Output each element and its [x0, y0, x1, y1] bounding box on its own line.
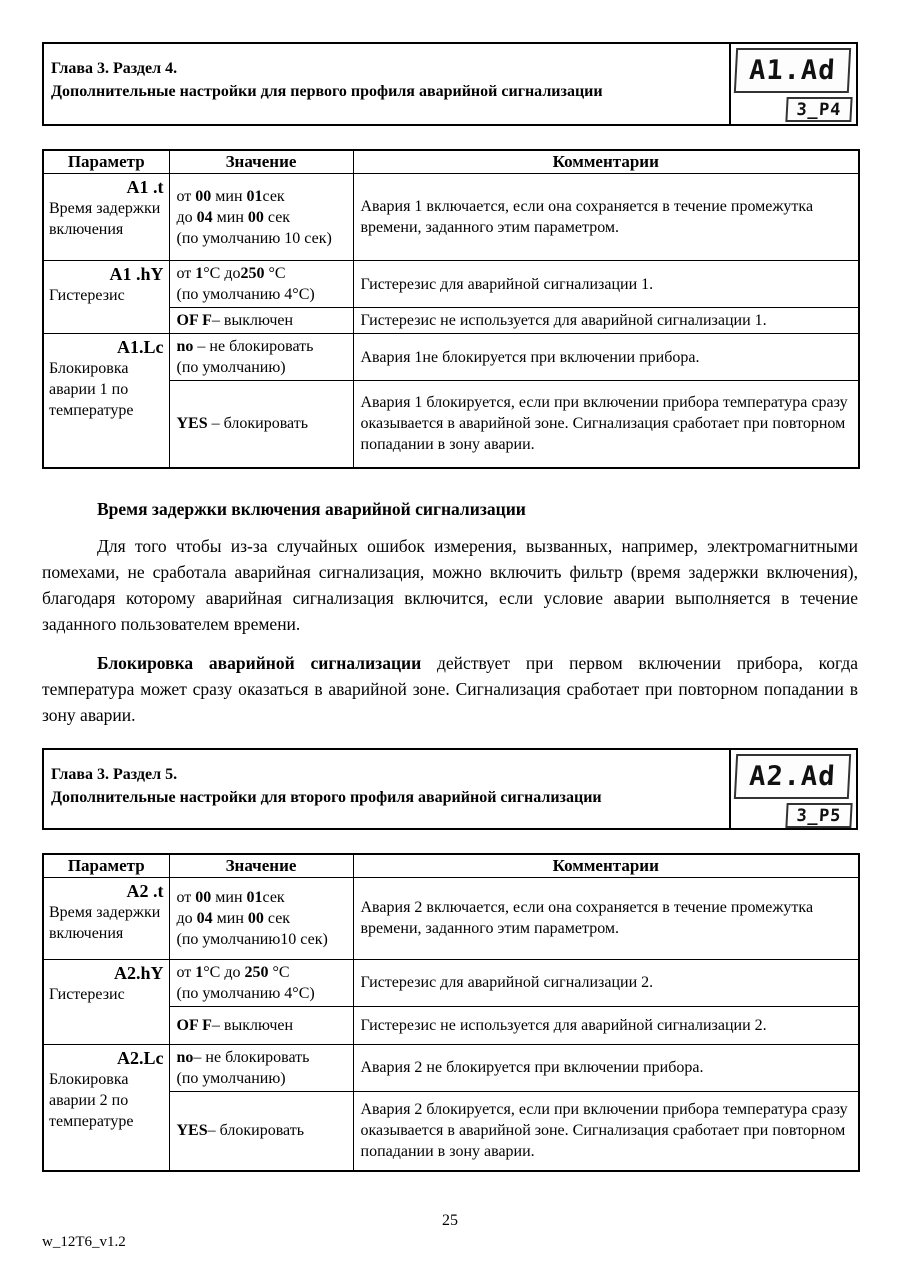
parameter-code: A2 .t	[126, 880, 164, 901]
value-line: до 04 мин 00 сек	[176, 909, 291, 927]
comment-cell: Гистерезис не используется для аварийной сигнализации 1.	[353, 308, 859, 334]
comment-cell: Авария 1 блокируется, если при включении прибора температура сразу оказывается в аварийной зоне. Сигнализация сработает при повторном попадании в зону аварии.	[353, 381, 859, 468]
section5-header-box	[42, 748, 858, 830]
value-line: OF F– выключен	[176, 312, 294, 329]
table-row	[43, 1044, 859, 1091]
value-line: OF F– выключен	[176, 1016, 294, 1034]
section4-title-line1: Глава 3. Раздел 4.	[51, 60, 178, 77]
comment-cell: Авария 2 блокируется, если при включении прибора температура сразу оказывается в аварийной зоне. Сигнализация сработает при повторном попадании в зону аварии.	[353, 1091, 859, 1171]
value-line: no – не блокировать	[176, 338, 314, 355]
section5-device-display	[729, 750, 856, 828]
value-line: от 00 мин 01сек	[176, 187, 285, 205]
table-row	[43, 959, 859, 1006]
section4-header-box	[42, 42, 858, 126]
paragraph-delay-explanation: Для того чтобы из-за случайных ошибок измерения, вызванных, например, электромагнитными помехами, не сработала аварийная сигнализация, можно включить фильтр (время задержки включения), благодаря которому аварийная сигнализация включится, если условие аварии выполняется в течение заданного пользователем времени.	[42, 535, 858, 634]
parameter-description: Время задержки включения	[49, 903, 161, 942]
parameter-description: Гистерезис	[49, 287, 125, 304]
value-line: YES– блокировать	[176, 1122, 305, 1140]
alarm1-settings-table	[42, 149, 860, 469]
comment-cell: Авария 1не блокируется при включении прибора.	[353, 334, 859, 381]
section4-title-line2: Дополнительные настройки для первого профиля аварийной сигнализации	[51, 83, 603, 100]
parameter-cell-a2lc	[43, 1044, 169, 1171]
column-header-value: Значение	[169, 854, 353, 878]
comment-cell: Авария 2 не блокируется при включении прибора.	[353, 1044, 859, 1091]
value-line: (по умолчанию 4°С)	[176, 286, 315, 303]
column-header-parameter: Параметр	[43, 854, 169, 878]
parameter-cell-a1hy	[43, 261, 169, 334]
parameter-code: A1 .hY	[109, 264, 164, 284]
column-header-comments: Комментарии	[353, 854, 859, 878]
parameter-description: Блокировка аварии 2 по температуре	[49, 1070, 134, 1130]
value-line: YES – блокировать	[176, 415, 309, 433]
comment-cell: Гистерезис не используется для аварийной сигнализации 2.	[353, 1006, 859, 1044]
value-cell	[169, 381, 353, 468]
table-row	[43, 174, 859, 261]
value-line: (по умолчанию10 сек)	[176, 930, 328, 948]
section4-device-display	[729, 44, 856, 124]
section5-title	[44, 750, 729, 828]
value-cell	[169, 1044, 353, 1091]
value-line: (по умолчанию 10 сек)	[176, 229, 332, 247]
value-cell	[169, 1006, 353, 1044]
section5-title-line2: Дополнительные настройки для второго профиля аварийной сигнализации	[51, 788, 602, 806]
value-cell	[169, 877, 353, 959]
column-header-parameter: Параметр	[43, 150, 169, 174]
parameter-description: Гистерезис	[49, 985, 125, 1003]
value-cell	[169, 334, 353, 381]
page-number: 25	[442, 1212, 458, 1229]
value-line: no– не блокировать	[176, 1048, 310, 1066]
value-line: от 1°С до250 °С	[176, 265, 286, 282]
value-line: до 04 мин 00 сек	[176, 208, 291, 226]
parameter-code: A2.hY	[113, 962, 164, 983]
table-header-row	[43, 150, 859, 174]
parameter-cell-a2t	[43, 877, 169, 959]
parameter-cell-a1lc	[43, 334, 169, 468]
seven-segment-sub-display: 3_P4	[785, 97, 852, 122]
value-cell	[169, 308, 353, 334]
value-cell	[169, 261, 353, 308]
subheading-delay-time: Время задержки включения аварийной сигнализации	[97, 498, 526, 519]
page-content	[42, 0, 858, 1172]
value-cell	[169, 174, 353, 261]
alarm2-settings-table	[42, 853, 860, 1173]
comment-cell: Авария 1 включается, если она сохраняется в течение промежутка времени, заданного этим параметром.	[353, 174, 859, 261]
parameter-cell-a2hy	[43, 959, 169, 1044]
parameter-code: A1 .t	[126, 177, 164, 197]
table-row	[43, 261, 859, 308]
comment-cell: Авария 2 включается, если она сохраняется в течение промежутка времени, заданного этим параметром.	[353, 877, 859, 959]
column-header-value: Значение	[169, 150, 353, 174]
parameter-code: A2.Lc	[117, 1047, 164, 1068]
parameter-cell-a1t	[43, 174, 169, 261]
table-header-row	[43, 854, 859, 878]
value-line: (по умолчанию)	[176, 1069, 286, 1087]
seven-segment-main-display: A2.Ad	[734, 754, 851, 799]
parameter-description: Время задержки включения	[49, 200, 161, 238]
comment-cell: Гистерезис для аварийной сигнализации 1.	[353, 261, 859, 308]
table-row	[43, 334, 859, 381]
column-header-comments: Комментарии	[353, 150, 859, 174]
seven-segment-main-display: A1.Ad	[734, 48, 851, 93]
parameter-description: Блокировка аварии 1 по температуре	[49, 360, 134, 419]
value-line: (по умолчанию)	[176, 359, 286, 376]
seven-segment-sub-display: 3_P5	[785, 803, 852, 828]
section4-title	[44, 44, 729, 124]
comment-cell: Гистерезис для аварийной сигнализации 2.	[353, 959, 859, 1006]
parameter-code: A1.Lc	[117, 337, 164, 357]
value-line: от 00 мин 01сек	[176, 888, 285, 906]
value-cell	[169, 1091, 353, 1171]
value-line: от 1°С до 250 °С	[176, 963, 290, 981]
value-cell	[169, 959, 353, 1006]
section5-title-line1: Глава 3. Раздел 5.	[51, 765, 178, 783]
table-row	[43, 877, 859, 959]
document-version: w_12T6_v1.2	[42, 1234, 126, 1250]
value-line: (по умолчанию 4°С)	[176, 984, 315, 1002]
paragraph-lock-explanation: Блокировка аварийной сигнализации действует при первом включении прибора, когда температура может сразу оказаться в аварийной зоне. Сигнализация сработает при повторном попадании в зону аварии.	[42, 652, 858, 725]
